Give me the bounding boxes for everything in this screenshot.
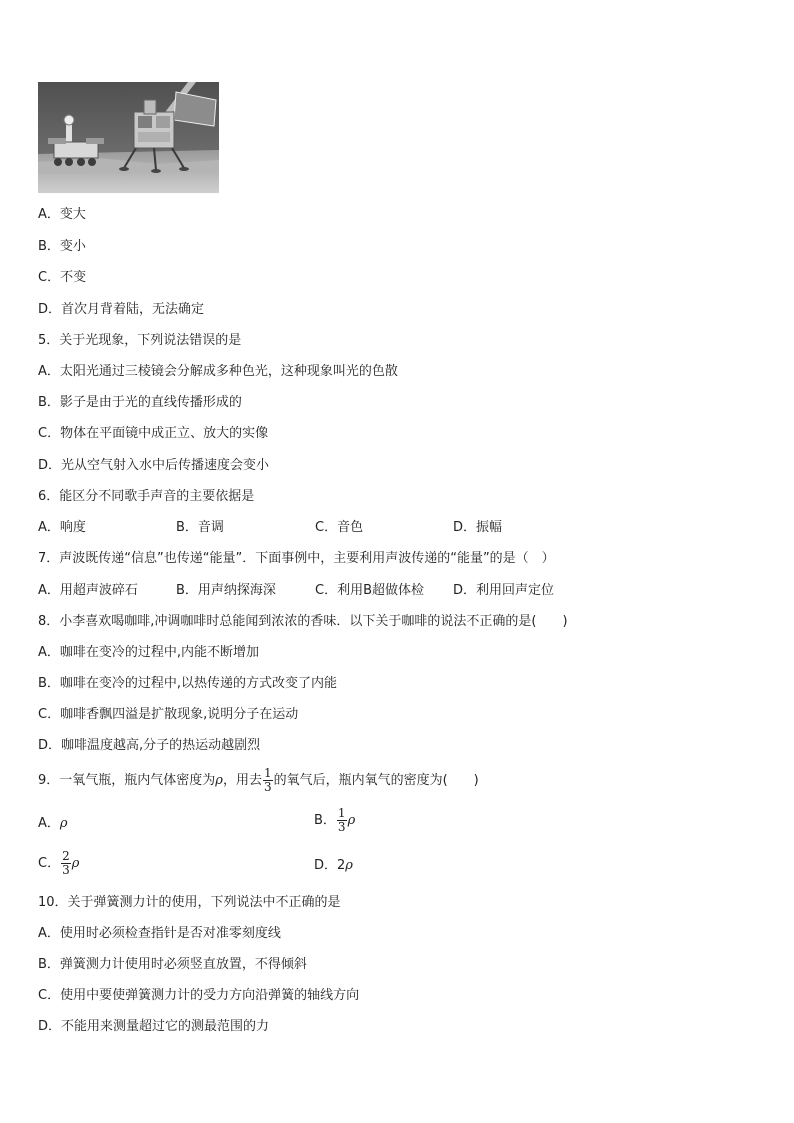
fraction-numerator: 1 bbox=[263, 766, 272, 780]
q9-option-b-label: B． bbox=[314, 813, 336, 828]
q8-stem: 8．小李喜欢喝咖啡,冲调咖啡时总能闻到浓浓的香味．以下关于咖啡的说法不正确的是( ) bbox=[38, 614, 568, 629]
fraction-denominator: 3 bbox=[337, 820, 346, 834]
q9-stem-middle: ，用去 bbox=[222, 773, 262, 788]
q10-option-c: C．使用中要使弹簧测力计的受力方向沿弹簧的轴线方向 bbox=[38, 988, 360, 1003]
fraction-numerator: 1 bbox=[337, 806, 346, 820]
q9-stem bbox=[38, 766, 479, 796]
q4-option-d: D．首次月背着陆，无法确定 bbox=[38, 302, 205, 317]
q9-option-a-label: A． bbox=[38, 816, 60, 831]
q6-stem: 6．能区分不同歌手声音的主要依据是 bbox=[38, 489, 255, 504]
q8-option-a: A．咖啡在变冷的过程中,内能不断增加 bbox=[38, 645, 260, 660]
lunar-lander-photo bbox=[38, 82, 219, 193]
q4-option-b: B．变小 bbox=[38, 239, 86, 254]
q9-option-d-rho: ρ bbox=[345, 858, 353, 873]
q9-option-b-fraction bbox=[337, 807, 347, 834]
q4-option-a: A．变大 bbox=[38, 207, 86, 222]
q5-stem: 5．关于光现象，下列说法错误的是 bbox=[38, 333, 242, 348]
q8-option-b: B．咖啡在变冷的过程中,以热传递的方式改变了内能 bbox=[38, 676, 338, 691]
lunar-lander-image bbox=[38, 82, 219, 193]
q5-option-b: B．影子是由于光的直线传播形成的 bbox=[38, 395, 242, 410]
q4-option-c: C．不变 bbox=[38, 270, 87, 285]
q9-stem-before: 9．一氧气瓶，瓶内气体密度为 bbox=[38, 773, 216, 788]
q8-option-d: D．咖啡温度越高,分子的热运动越剧烈 bbox=[38, 738, 261, 753]
q9-option-d-label: D． bbox=[314, 858, 338, 873]
q9-option-c-fraction bbox=[61, 850, 71, 877]
q9-option-a-rho: ρ bbox=[59, 816, 68, 831]
q7-option-d: D．利用回声定位 bbox=[453, 583, 555, 598]
q9-fraction-one-third bbox=[263, 767, 273, 794]
q8-option-c: C．咖啡香飘四溢是扩散现象,说明分子在运动 bbox=[38, 707, 299, 722]
q7-option-b: B．用声纳探海深 bbox=[176, 583, 276, 598]
q9-option-b bbox=[314, 806, 355, 836]
q9-option-c-label: C． bbox=[38, 856, 61, 871]
fraction-denominator: 3 bbox=[263, 780, 272, 794]
q7-stem: 7．声波既传递“信息”也传递“能量”．下面事例中，主要利用声波传递的“能量”的是（ ） bbox=[38, 551, 555, 566]
q6-option-d: D．振幅 bbox=[453, 520, 503, 535]
q9-option-b-rho: ρ bbox=[347, 813, 356, 828]
q5-option-a: A．太阳光通过三棱镜会分解成多种色光，这种现象叫光的色散 bbox=[38, 364, 398, 379]
q6-option-b: B．音调 bbox=[176, 520, 224, 535]
q10-stem: 10．关于弹簧测力计的使用，下列说法中不正确的是 bbox=[38, 895, 341, 910]
q6-option-c: C．音色 bbox=[315, 520, 364, 535]
q9-stem-after: 的氧气后，瓶内氧气的密度为( ) bbox=[273, 773, 479, 788]
q10-option-b: B．弹簧测力计使用时必须竖直放置，不得倾斜 bbox=[38, 957, 307, 972]
q6-option-a: A．响度 bbox=[38, 520, 86, 535]
q7-option-c: C．利用B超做体检 bbox=[315, 583, 424, 598]
fraction-denominator: 3 bbox=[62, 863, 70, 877]
q9-rho-symbol: ρ bbox=[215, 773, 223, 788]
q5-option-c: C．物体在平面镜中成正立、放大的实像 bbox=[38, 426, 269, 441]
fraction-numerator: 2 bbox=[62, 849, 70, 863]
q9-option-d bbox=[314, 858, 353, 874]
q9-option-d-coefficient: 2 bbox=[337, 858, 346, 873]
q10-option-a: A．使用时必须检查指针是否对准零刻度线 bbox=[38, 926, 281, 941]
q10-option-d: D．不能用来测量超过它的测最范围的力 bbox=[38, 1019, 270, 1034]
q5-option-d: D．光从空气射入水中后传播速度会变小 bbox=[38, 458, 270, 473]
q9-option-a bbox=[38, 816, 68, 832]
q7-option-a: A．用超声波碎石 bbox=[38, 583, 138, 598]
q9-option-c bbox=[38, 849, 79, 879]
q9-option-c-rho: ρ bbox=[71, 856, 80, 871]
